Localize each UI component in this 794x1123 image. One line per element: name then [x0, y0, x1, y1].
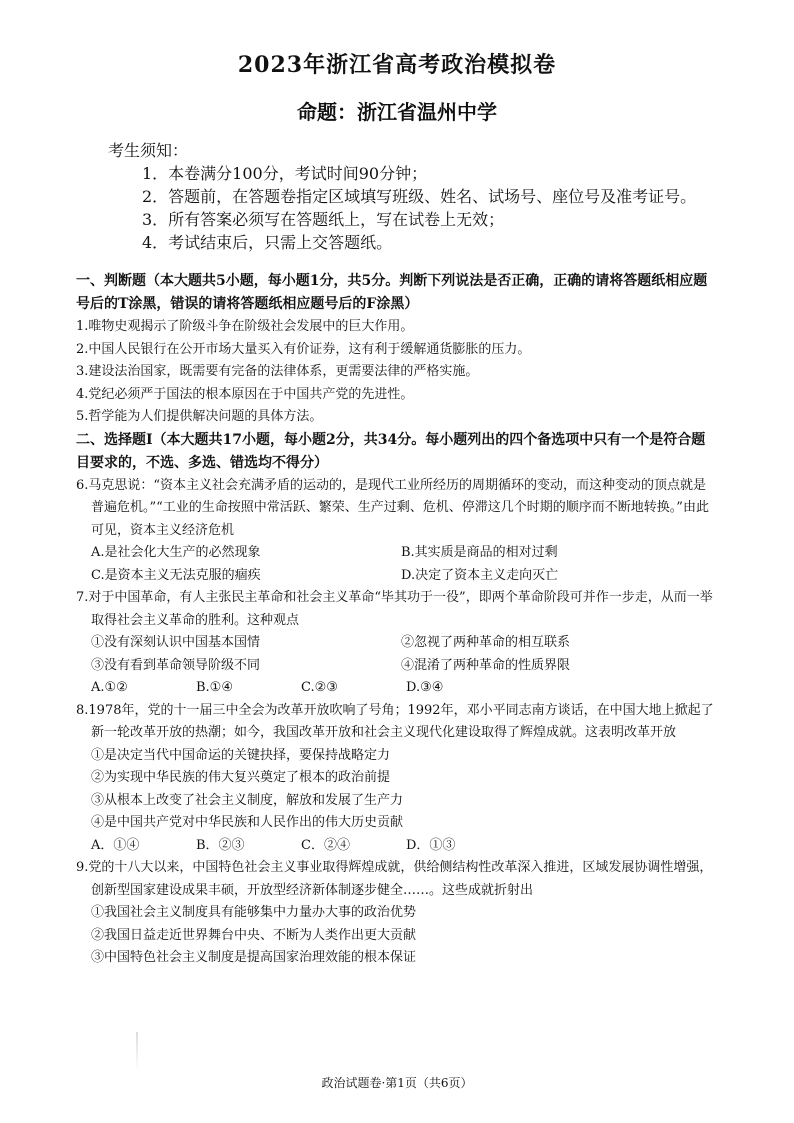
option-b: B.其实质是商品的相对过剩 — [401, 545, 558, 560]
question-9-stem: 9.党的十八大以来，中国特色社会主义事业取得辉煌成就，供给侧结构性改革深入推进，区域发展协调性增强，创新型国家建设成果丰硕，开放型经济新体制逐步健全……。这些成就折射出 — [76, 860, 713, 898]
notice-item: 3．所有答案必须写在答题纸上，写在试卷上无效； — [142, 210, 505, 229]
statement-1: ①没有深刻认识中国基本国情 — [91, 635, 261, 650]
question-5: 5.哲学能为人们提供解决问题的具体方法。 — [76, 409, 323, 424]
option-a: A.是社会化大生产的必然现象 — [91, 545, 261, 560]
option-a: A．①④ — [91, 837, 140, 853]
notice-item: 4．考试结束后，只需上交答题纸。 — [142, 233, 393, 252]
page-footer: 政治试题卷·第1页（共6页） — [321, 1076, 473, 1090]
page-subtitle: 命题：浙江省温州中学 — [297, 100, 497, 124]
question-6 — [76, 475, 716, 543]
statement-2: ②我国日益走近世界舞台中央、不断为人类作出更大贡献 — [91, 927, 417, 943]
question-3: 3.建设法治国家，既需要有完备的法律体系，更需要法律的严格实施。 — [76, 364, 479, 379]
question-4: 4.党纪必须严于国法的根本原因在于中国共产党的先进性。 — [76, 386, 414, 402]
statement-2: ②为实现中华民族的伟大复兴奠定了根本的政治前提 — [91, 770, 391, 785]
statement-4: ④是中国共产党对中华民族和人民作出的伟大历史贡献 — [91, 815, 404, 830]
notice-item: 2．答题前，在答题卷指定区域填写班级、姓名、试场号、座位号及准考证号。 — [142, 187, 697, 206]
question-8-stem: 8.1978年，党的十一届三中全会为改革开放吹响了号角；1992年，邓小平同志南方谈话，在中国大地上掀起了新一轮改革开放的热潮；如今，我国改革开放和社会主义现代化建设取得了辉煌成就。这表明改革开放 — [76, 702, 714, 740]
question-8-options — [76, 835, 716, 858]
question-7-statements — [76, 632, 716, 677]
statement-1: ①我国社会主义制度具有能够集中力量办大事的政治优势 — [91, 905, 417, 920]
question-7-stem: 7.对于中国革命，有人主张民主革命和社会主义革命“毕其功于一役”，即两个革命阶段可并作一步走，从而一举取得社会主义革命的胜利。这种观点 — [76, 590, 713, 628]
scan-artifact — [136, 1032, 138, 1072]
exam-body — [76, 270, 716, 970]
question-8-statements — [76, 745, 716, 835]
option-d: D.③④ — [406, 680, 444, 695]
option-c: C．②④ — [301, 837, 350, 853]
statement-2: ②忽视了两种革命的相互联系 — [401, 635, 571, 650]
statement-3: ③从根本上改变了社会主义制度，解放和发展了生产力 — [91, 792, 404, 808]
question-7-options — [76, 677, 716, 700]
option-c: C.是资本主义无法克服的痼疾 — [91, 567, 261, 583]
section1-heading: 一、判断题（本大题共5小题，每小题1分，共5分。判断下列说法是否正确，正确的请将答题纸相应题号后的T涂黑，错误的请将答题纸相应题号后的F涂黑） — [76, 273, 708, 312]
option-d: D.决定了资本主义走向灭亡 — [401, 567, 559, 583]
question-6-stem: 6.马克思说：“资本主义社会充满矛盾的运动的，是现代工业所经历的周期循环的变动，而这种变动的顶点就是普遍危机。”“工业的生命按照中常活跃、繁荣、生产过剩、危机、停滞这几个时期的顺序而不断地转换。”由此可见，资本主义经济危机 — [76, 477, 709, 538]
option-d: D．①③ — [406, 837, 456, 853]
notice-title: 考生须知： — [108, 141, 189, 160]
question-1: 1.唯物史观揭示了阶级斗争在阶级社会发展中的巨大作用。 — [76, 319, 414, 334]
question-2: 2.中国人民银行在公开市场大量买入有价证券，这有利于缓解通货膨胀的压力。 — [76, 341, 531, 357]
option-a: A.①② — [91, 680, 128, 695]
statement-3: ③中国特色社会主义制度是提高国家治理效能的根本保证 — [91, 950, 417, 965]
question-8 — [76, 700, 716, 745]
notice-item: 1．本卷满分100分，考试时间90分钟； — [142, 164, 428, 183]
option-c: C.②③ — [301, 680, 338, 695]
statement-4: ④混淆了两种革命的性质界限 — [401, 657, 571, 673]
option-b: B.①④ — [196, 680, 233, 695]
statement-3: ③没有看到革命领导阶级不同 — [91, 657, 261, 673]
question-6-options — [76, 542, 716, 587]
page-title: 2023年浙江省高考政治模拟卷 — [237, 52, 557, 78]
question-9-statements — [76, 902, 716, 970]
section2-heading: 二、选择题Ⅰ（本大题共17小题，每小题2分，共34分。每小题列出的四个备选项中只有一个是符合题目要求的，不选、多选、错选均不得分） — [76, 431, 706, 471]
statement-1: ①是决定当代中国命运的关键抉择，要保持战略定力 — [91, 747, 391, 763]
option-b: B．②③ — [196, 837, 245, 853]
notice-list — [142, 162, 762, 254]
question-9 — [76, 857, 716, 902]
question-7 — [76, 587, 716, 632]
